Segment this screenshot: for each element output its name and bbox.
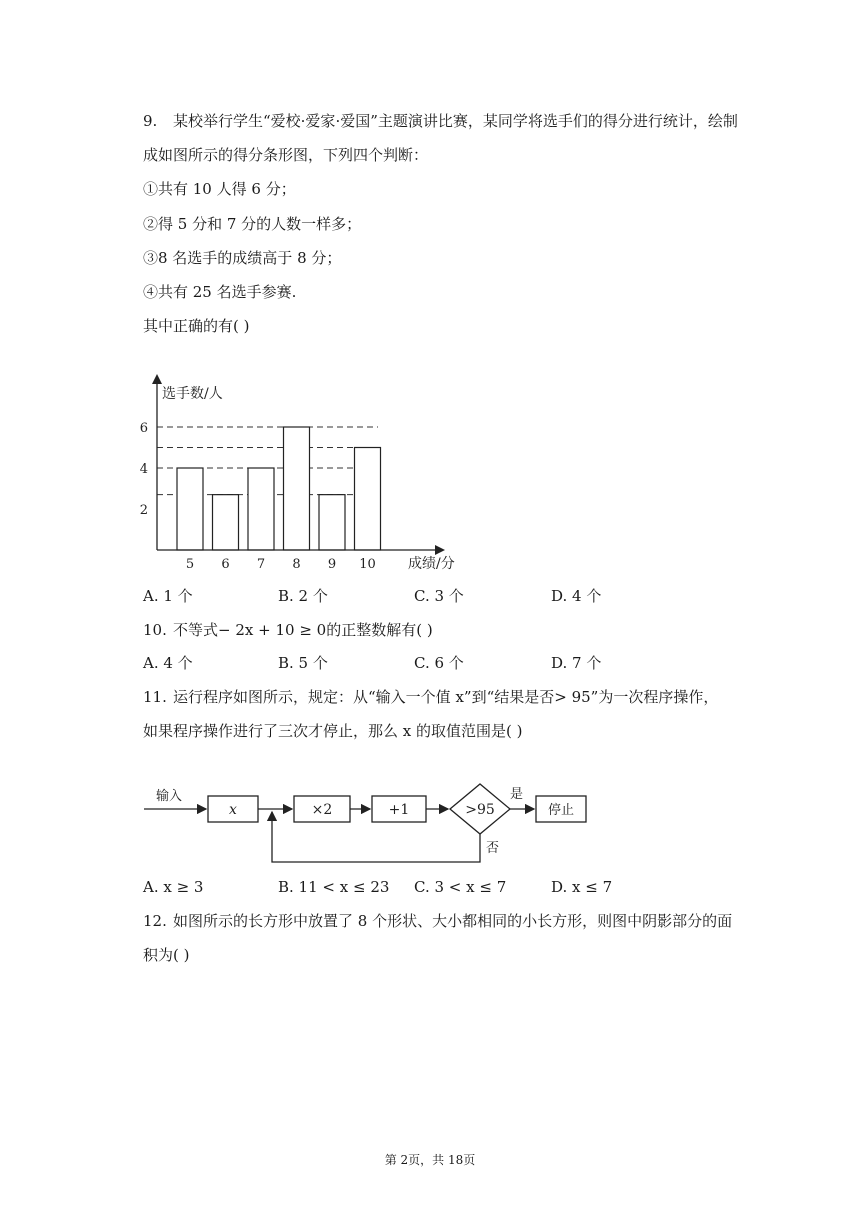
flow-box-times2-label: ×2 [311, 802, 333, 818]
q9-ask: 其中正确的有( ) [143, 317, 250, 335]
q12-line1 [143, 911, 732, 931]
q11-text-1: 运行程序如图所示，规定：从“输入一个值 x”到“结果是否> 95”为一次程序操作， [173, 688, 719, 706]
q11-number: 11. [143, 688, 167, 706]
y-axis-arrowhead [152, 374, 162, 384]
q9-option-d: D. 4 个 [551, 587, 602, 605]
q11-line2: 如果程序操作进行了三次才停止，那么 x 的取值范围是( ) [143, 722, 523, 740]
q10-option-d: D. 7 个 [551, 654, 602, 672]
q11-option-b: B. 11 < x ≤ 23 [278, 878, 390, 896]
bar-8 [284, 427, 310, 550]
x-axis-label: 成绩/分 [408, 556, 455, 572]
q9-number: 9. [143, 112, 158, 130]
q9-option-b: B. 2 个 [278, 587, 328, 605]
q10-suffix: 的正整数解有( ) [326, 621, 433, 639]
x-tick-10: 10 [359, 557, 376, 572]
x-tick-7: 7 [256, 557, 266, 572]
x-tick-9: 9 [327, 557, 337, 572]
x-tick-5: 5 [185, 557, 195, 572]
q9-item-4: ④共有 25 名选手参赛. [143, 283, 297, 301]
flow-box-x-label: x [229, 802, 237, 818]
q10-number: 10. [143, 621, 167, 639]
score-bar-chart [130, 370, 490, 580]
flow-decision-label: >95 [465, 802, 495, 818]
bar-5 [177, 468, 203, 550]
q11-option-d: D. x ≤ 7 [551, 878, 613, 896]
q11-option-c: C. 3 < x ≤ 7 [414, 878, 507, 896]
q10-line [143, 620, 433, 640]
y-tick-4: 4 [139, 462, 148, 477]
q12-line2: 积为( ) [143, 946, 190, 964]
q9-item-1: ①共有 10 人得 6 分； [143, 180, 296, 198]
q12-number: 12. [143, 912, 167, 930]
x-tick-8: 8 [292, 557, 301, 572]
q10-inequality: − 2x + 10 ≥ 0 [218, 621, 327, 639]
flow-yes-label: 是 [510, 787, 524, 802]
page-footer: 第 2页，共 18页 [384, 1153, 476, 1167]
q9-text-1: 某校举行学生“爱校·爱家·爱国”主题演讲比赛，某同学将选手们的得分进行统计，绘制 [173, 112, 738, 130]
q9-item-2: ②得 5 分和 7 分的人数一样多； [143, 215, 362, 233]
flow-box-stop-label: 停止 [547, 803, 575, 818]
q12-text-1: 如图所示的长方形中放置了 8 个形状、大小都相同的小长方形，则图中阴影部分的面 [173, 912, 733, 930]
y-tick-2: 2 [139, 503, 148, 518]
bar-9 [319, 495, 345, 550]
x-axis-arrowhead [435, 545, 445, 555]
y-tick-6: 6 [139, 421, 148, 436]
q9-item-3: ③8 名选手的成绩高于 8 分； [143, 249, 342, 267]
flow-box-plus1-label: +1 [388, 802, 410, 818]
q10-option-a: A. 4 个 [143, 654, 193, 672]
q10-prefix: 不等式 [173, 621, 219, 639]
q10-option-c: C. 6 个 [414, 654, 464, 672]
q11-line1 [143, 687, 718, 707]
y-axis-label: 选手数/人 [162, 386, 223, 402]
q9-line2: 成如图所示的得分条形图，下列四个判断： [143, 146, 429, 164]
program-flowchart [140, 778, 600, 868]
bar-7 [248, 468, 274, 550]
q9-line1 [143, 111, 738, 131]
q9-option-c: C. 3 个 [414, 587, 464, 605]
q9-option-a: A. 1 个 [143, 587, 193, 605]
x-tick-6: 6 [221, 557, 230, 572]
q11-option-a: A. x ≥ 3 [143, 878, 204, 896]
flow-no-label: 否 [486, 841, 500, 856]
bar-6 [213, 495, 239, 550]
q10-option-b: B. 5 个 [278, 654, 328, 672]
flow-input-label: 输入 [156, 789, 183, 804]
bar-10 [355, 448, 381, 551]
